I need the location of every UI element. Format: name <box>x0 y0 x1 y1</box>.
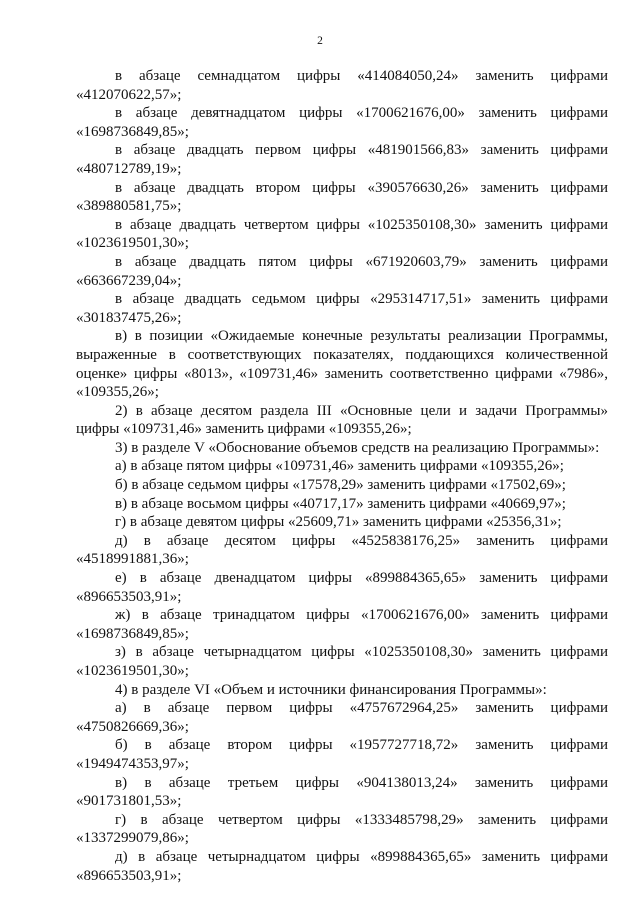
document-body <box>76 67 608 885</box>
paragraph: 2) в абзаце десятом раздела III «Основные цели и задачи Программы» цифры «109731,46» заменить цифрами «109355,26»; <box>76 402 608 438</box>
paragraph: а) в абзаце первом цифры «4757672964,25» заменить цифрами «4750826669,36»; <box>76 700 608 735</box>
paragraph: в абзаце двадцать первом цифры «481901566,83» заменить цифрами «480712789,19»; <box>76 142 608 177</box>
paragraph: в абзаце двадцать пятом цифры «671920603,79» заменить цифрами «663667239,04»; <box>76 253 608 289</box>
paragraph: в абзаце девятнадцатом цифры «1700621676,00» заменить цифрами «1698736849,85»; <box>76 105 608 140</box>
paragraph: г) в абзаце девятом цифры «25609,71» заменить цифрами «25356,31»; <box>115 514 562 531</box>
paragraph: в абзаце двадцать четвертом цифры «1025350108,30» заменить цифрами «1023619501,30»; <box>76 216 608 252</box>
paragraph: б) в абзаце втором цифры «1957727718,72» заменить цифрами «1949474353,97»; <box>76 737 608 772</box>
paragraph: в) в абзаце восьмом цифры «40717,17» заменить цифрами «40669,97»; <box>115 495 566 512</box>
paragraph: в абзаце двадцать седьмом цифры «295314717,51» заменить цифрами «301837475,26»; <box>76 291 608 326</box>
paragraph: д) в абзаце четырнадцатом цифры «899884365,65» заменить цифрами «896653503,91»; <box>76 848 608 884</box>
page-number: 2 <box>317 35 323 47</box>
paragraph: в абзаце двадцать втором цифры «390576630,26» заменить цифрами «389880581,75»; <box>76 179 608 215</box>
paragraph: а) в абзаце пятом цифры «109731,46» заменить цифрами «109355,26»; <box>115 458 564 475</box>
paragraph: ж) в абзаце тринадцатом цифры «1700621676,00» заменить цифрами «1698736849,85»; <box>76 607 608 642</box>
paragraph: з) в абзаце четырнадцатом цифры «1025350108,30» заменить цифрами «1023619501,30»; <box>76 644 608 679</box>
paragraph: е) в абзаце двенадцатом цифры «899884365,65» заменить цифрами «896653503,91»; <box>76 570 608 605</box>
paragraph: д) в абзаце десятом цифры «4525838176,25» заменить цифрами «4518991881,36»; <box>76 532 608 568</box>
paragraph: в) в абзаце третьем цифры «904138013,24» заменить цифрами «901731801,53»; <box>76 774 608 810</box>
paragraph: в) в позиции «Ожидаемые конечные результаты реализации Программы, выраженные в соответствующих показателях, поддающихся количественной оценке» цифры «8013», «109731,46» заменить соответственно цифрами «7986», «109355,26»; <box>76 328 608 401</box>
paragraph: 3) в разделе V «Обоснование объемов средств на реализацию Программы»: <box>115 439 600 456</box>
paragraph: в абзаце семнадцатом цифры «414084050,24» заменить цифрами «412070622,57»; <box>76 68 608 103</box>
paragraph: г) в абзаце четвертом цифры «1333485798,29» заменить цифрами «1337299079,86»; <box>76 811 608 847</box>
paragraph: 4) в разделе VI «Объем и источники финансирования Программы»: <box>115 681 547 698</box>
paragraph: б) в абзаце седьмом цифры «17578,29» заменить цифрами «17502,69»; <box>115 477 566 494</box>
